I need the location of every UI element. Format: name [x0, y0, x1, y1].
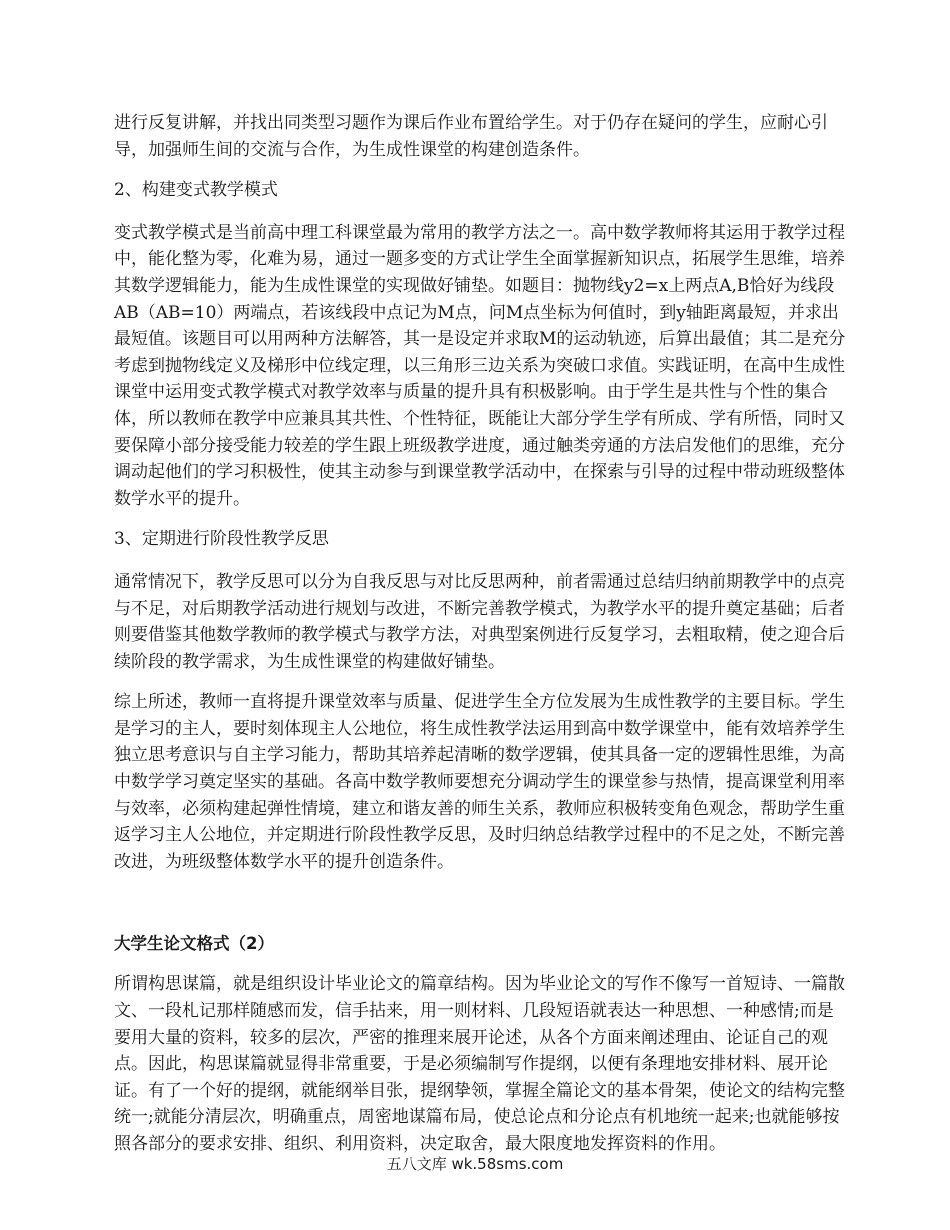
conclusion-paragraph: 综上所述，教师一直将提升课堂效率与质量、促进学生全方位发展为生成性教学的主要目标。学生是学习的主人，要时刻体现主人公地位，将生成性教学法运用到高中数学课堂中，能有效培养学生独立思考意识与自主学习能力，帮助其培养起清晰的数学逻辑，使其具备一定的逻辑性思维，为高中数学学习奠定坚实的基础。各高中数学教师要想充分调动学生的课堂参与热情，提高课堂利用率与效率，必须构建起弹性情境，建立和谐友善的师生关系，教师应积极转变角色观念，帮助学生重返学习主人公地位，并定期进行阶段性教学反思，及时归纳总结教学过程中的不足之处，不断完善改进，为班级整体数学水平的提升创造条件。 [114, 692, 845, 872]
section-title: 大学生论文格式（2） [114, 934, 274, 954]
subheading-reflection: 3、定期进行阶段性教学反思 [114, 529, 329, 550]
footer-watermark: 五八文库 wk.58sms.com [386, 1155, 564, 1173]
variant-teaching-paragraph: 变式教学模式是当前高中理工科课堂最为常用的教学方法之一。高中数学教师将其运用于教学过程中，能化整为零，化难为易，通过一题多变的方式让学生全面掌握新知识点，拓展学生思维，培养其数学逻辑能力，能为生成性课堂的实现做好铺垫。如题目：抛物线y2=x上两点A,B恰好为线段AB（AB=10）两端点，若该线段中点记为M点，问M点坐标为何值时，到y轴距离最短，并求出最短值。该题目可以用两种方法解答，其一是设定并求取M的运动轨迹，后算出最值；其二是充分考虑到抛物线定义及梯形中位线定理，以三角形三边关系为突破口求值。实践证明，在高中生成性课堂中运用变式教学模式对教学效率与质量的提升具有积极影响。由于学生是共性与个性的集合体，所以教师在教学中应兼具其共性、个性特征，既能让大部分学生学有所成、学有所悟，同时又要保障小部分接受能力较差的学生跟上班级教学进度，通过触类旁通的方法启发他们的思维，充分调动起他们的学习积极性，使其主动参与到课堂教学活动中，在探索与引导的过程中带动班级整体数学水平的提升。 [114, 222, 846, 509]
section-paragraph: 所谓构思谋篇，就是组织设计毕业论文的篇章结构。因为毕业论文的写作不像写一首短诗、一篇散文、一段札记那样随感而发，信手拈来，用一则材料、几段短语就表达一种思想、一种感情;而是要用大量的资料，较多的层次，严密的推理来展开论述，从各个方面来阐述理由、论证自己的观点。因此，构思谋篇就显得非常重要，于是必须编制写作提纲，以便有条理地安排材料、展开论证。有了一个好的提纲，就能纲举目张，提纲挚领，掌握全篇论文的基本骨架，使论文的结构完整统一;就能分清层次，明确重点，周密地谋篇布局，使总论点和分论点有机地统一起来;也就能够按照各部分的要求安排、组织、利用资料，决定取舍，最大限度地发挥资料的作用。 [114, 974, 845, 1154]
document-body [114, 110, 846, 1172]
subheading-variant-teaching: 2、构建变式教学模式 [114, 180, 278, 201]
continuation-paragraph: 进行反复讲解，并找出同类型习题作为课后作业布置给学生。对于仍存在疑问的学生，应耐心引导，加强师生间的交流与合作，为生成性课堂的构建创造条件。 [114, 113, 828, 160]
reflection-paragraph: 通常情况下，教学反思可以分为自我反思与对比反思两种，前者需通过总结归纳前期教学中的点亮与不足，对后期教学活动进行规划与改进，不断完善教学模式，为教学水平的提升奠定基础；后者则要借鉴其他数学教师的教学模式与教学方法，对典型案例进行反复学习，去粗取精，使之迎合后续阶段的教学需求，为生成性课堂的构建做好铺垫。 [114, 571, 845, 672]
